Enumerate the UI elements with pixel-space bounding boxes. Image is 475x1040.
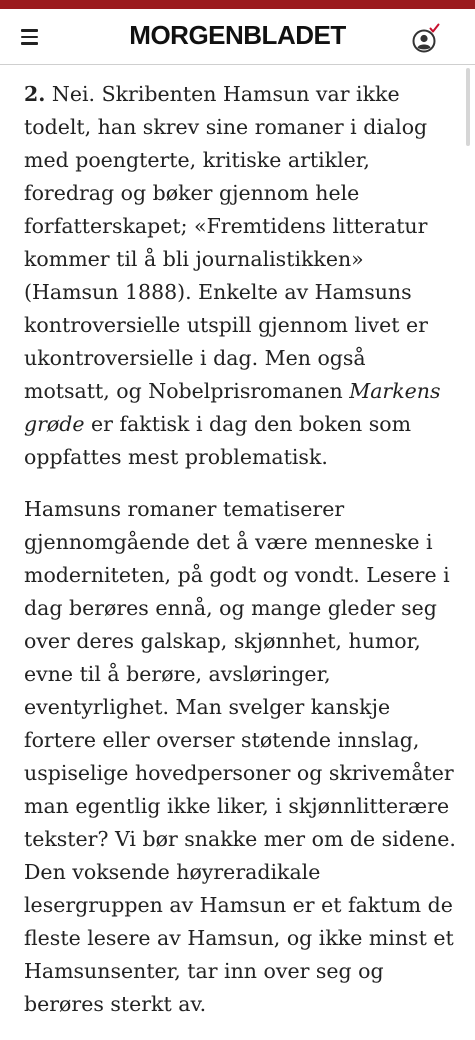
site-logo[interactable]: MORGENBLADET bbox=[129, 20, 346, 50]
scrollbar[interactable] bbox=[466, 68, 470, 146]
user-account-icon[interactable] bbox=[410, 23, 442, 55]
article-paragraph: Hamsuns romaner tematiserer gjennomgående det å være menneske i moderniteten, på godt og vondt. Lesere i dag berøres ennå, og mange gleder seg over deres galskap, skjønnhet, humor, evne til å berøre, avsløringer, eventyrlighet. Man svelger kanskje fortere eller overser støtende innslag, uspiselige hovedpersoner og skrivemåter man egentlig ikke liker, i skjønnlitterære tekster? Vi bør snakke mer om de sidene. Den voksende høyreradikale lesergruppen av Hamsun er et faktum de fleste lesere av Hamsun, og ikke minst et Hamsunsenter, tar inn over seg og berøres sterkt av. bbox=[24, 497, 456, 1016]
paragraph-text: er faktisk i dag den boken som oppfattes mest problematisk. bbox=[24, 412, 412, 469]
book-title: Markens grøde bbox=[24, 379, 441, 436]
section-number: 2. bbox=[24, 82, 46, 106]
article-body bbox=[24, 78, 456, 1040]
brand-top-bar bbox=[0, 0, 475, 9]
article-paragraph bbox=[24, 78, 456, 474]
paragraph-text: Nei. Skribenten Hamsun var ikke todelt, han skrev sine romaner i dialog med poengterte, kritiske artikler, foredrag og bøker gjennom hele forfatterskapet; «Fremtidens litteratur kommer til å bli journalistikken» (Hamsun 1888). Enkelte av Hamsuns kontroversielle utspill gjennom livet er ukontroversielle i dag. Men også motsatt, og Nobelprisromanen bbox=[24, 82, 428, 403]
site-header bbox=[0, 9, 475, 65]
